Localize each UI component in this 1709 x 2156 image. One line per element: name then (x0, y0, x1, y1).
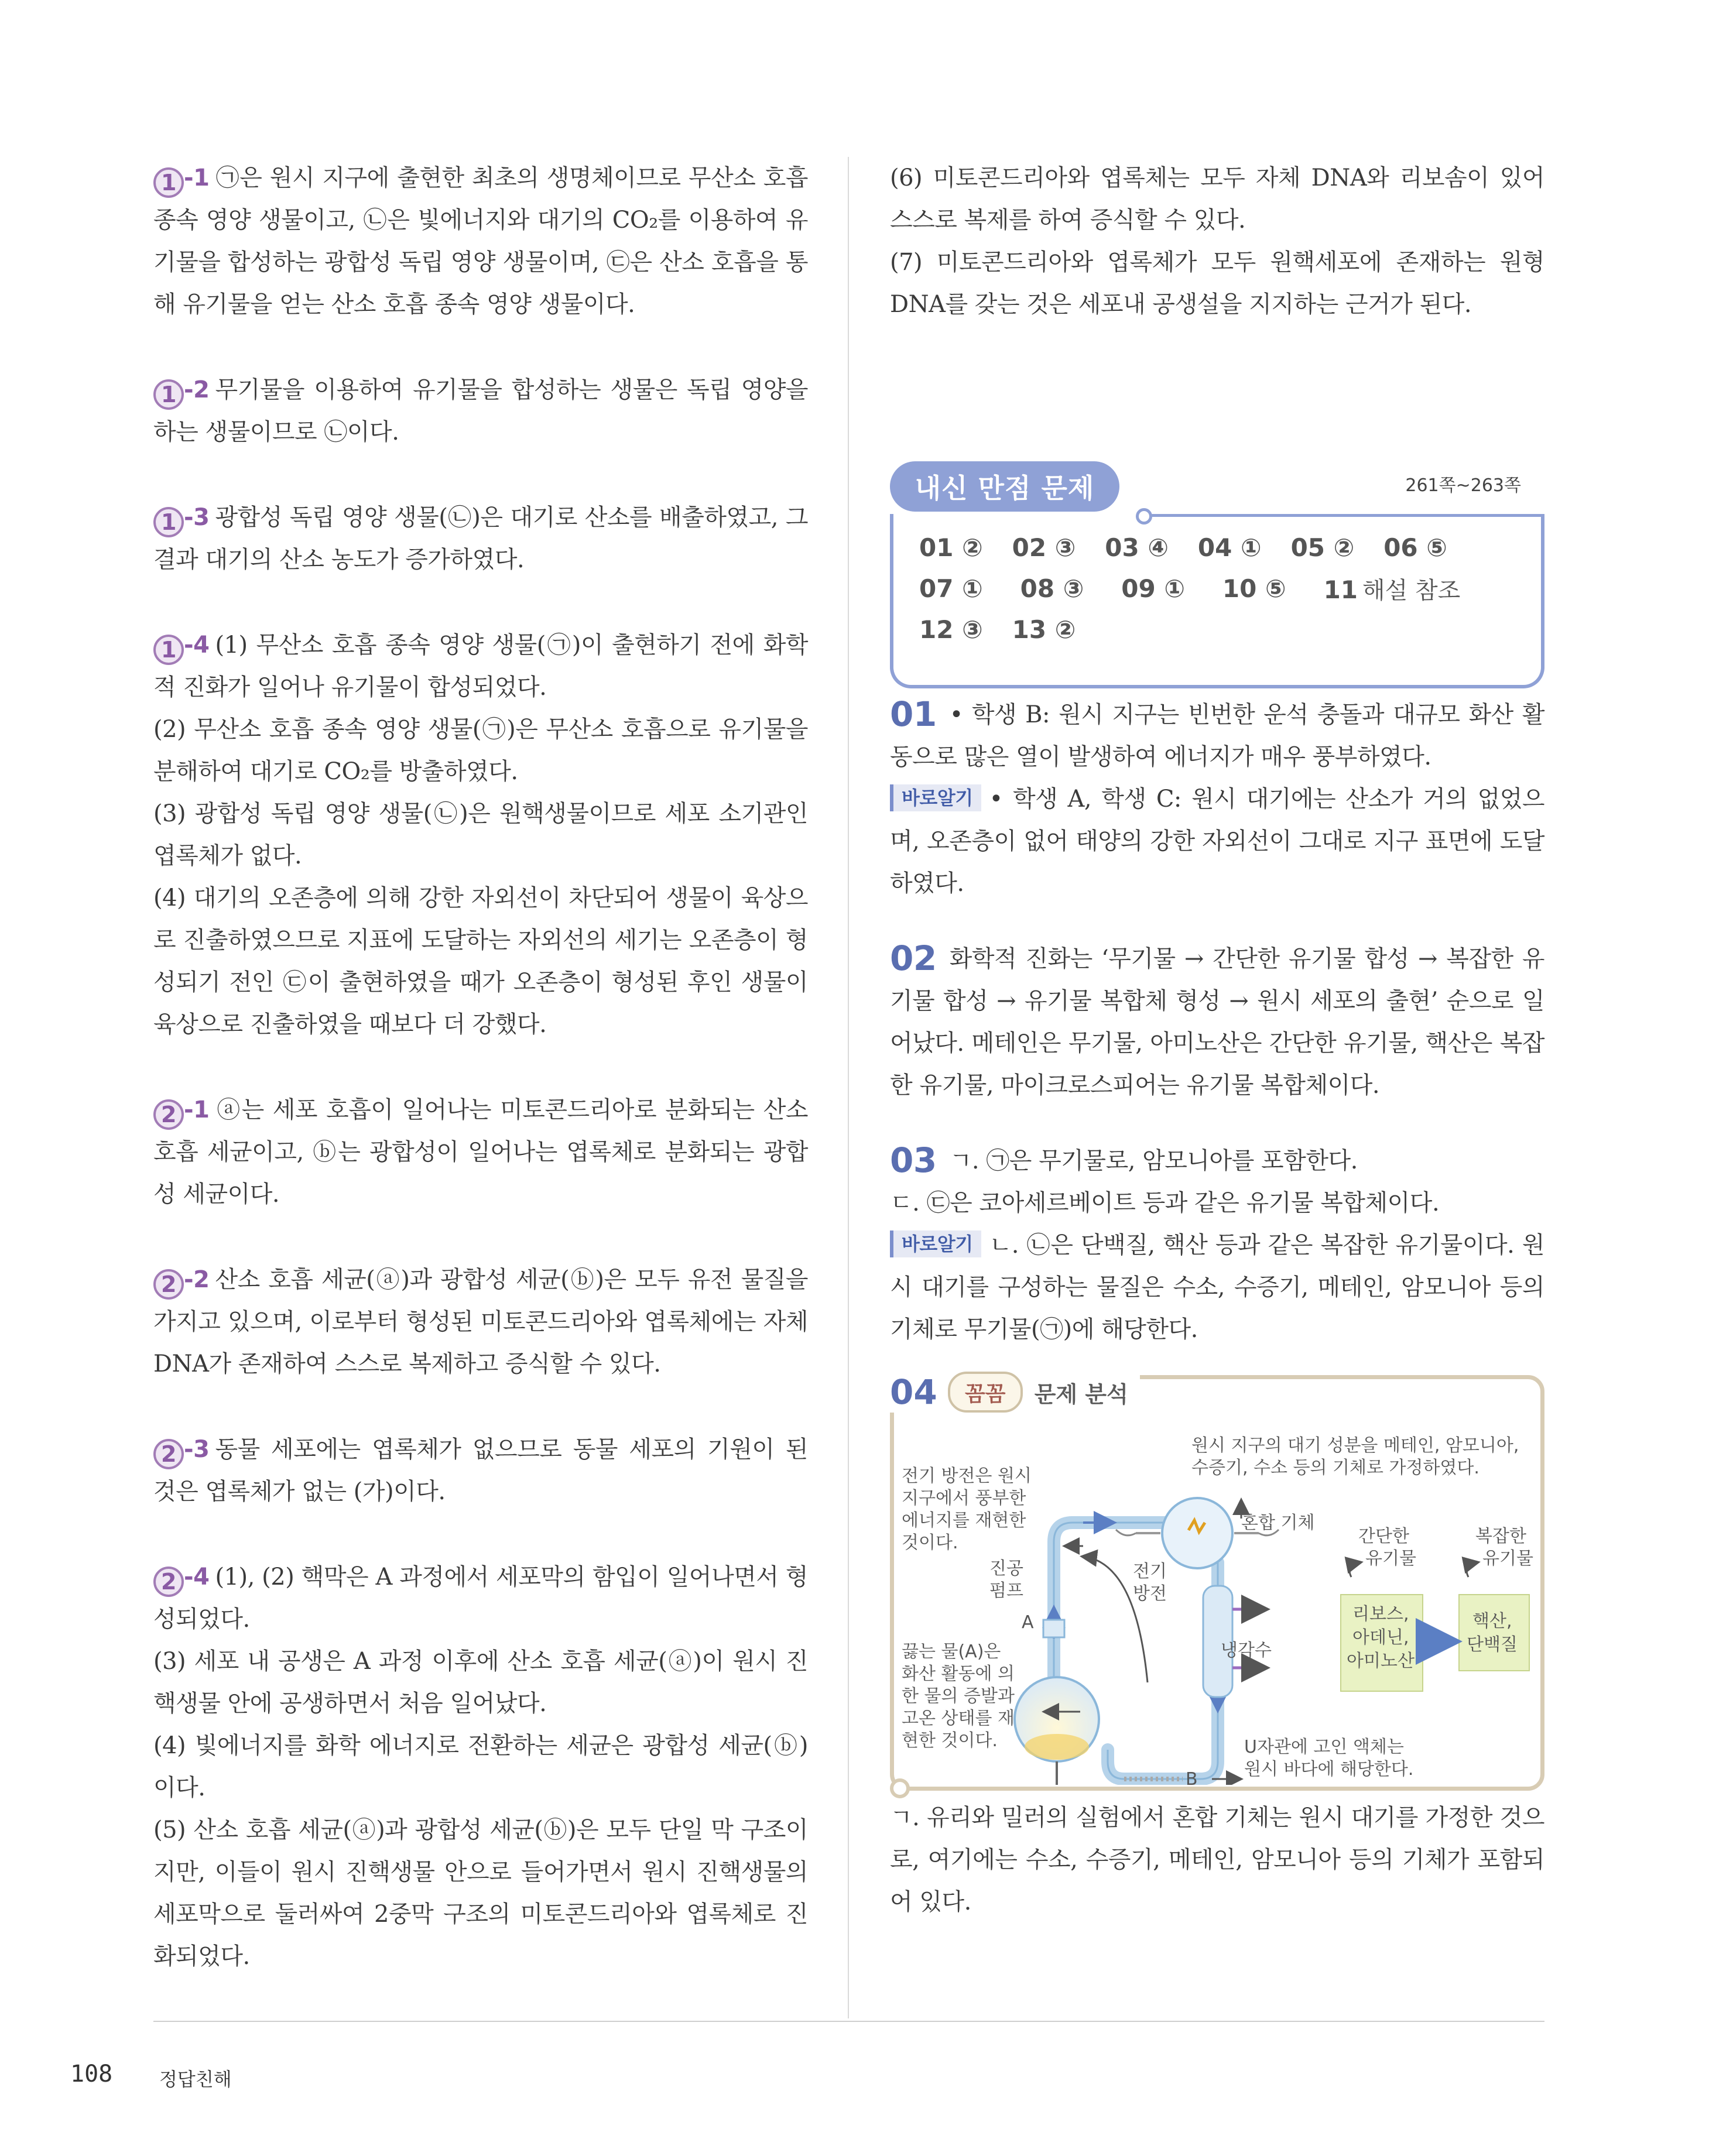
note-top-line: 수증기, 수소 등의 기체로 가정하였다. (1191, 1458, 1479, 1478)
complex-organic-title: 복잡한 (1475, 1526, 1526, 1547)
label-a: A (1022, 1612, 1034, 1633)
answer-cell: 06 ⑤ (1383, 533, 1447, 562)
answer-2-2 (153, 1259, 808, 1385)
footer-rule (153, 2021, 1544, 2022)
item-sub: -3 (184, 504, 210, 531)
answer-1-1 (153, 157, 808, 325)
spark-label: 방전 (1133, 1583, 1167, 1604)
answer-key-title: 내신 만점 문제 (890, 461, 1119, 512)
correction-text: ㄴ. ㉡은 단백질, 핵산 등과 같은 복잡한 유기물이다. 원시 대기를 구성하는 물질은 수소, 수증기, 메테인, 암모니아 등의 기체로 무기물(㉠)에 해당한다. (890, 1232, 1544, 1343)
simple-organic-title: 유기물 (1365, 1548, 1416, 1569)
item-line: (3) 세포 내 공생은 A 과정 이후에 산소 호흡 세균(ⓐ)이 원시 진핵생물 안에 공생하면서 처음 일어났다. (153, 1648, 808, 1717)
answer-row (919, 568, 1521, 609)
analysis-title: 문제 분석 (1034, 1381, 1128, 1407)
simple-organic-title: 간단한 (1358, 1526, 1409, 1547)
item-line: (4) 대기의 오존층에 의해 강한 자외선이 차단되어 생물이 육상으로 진출하였으므로 지표에 도달하는 자외선의 세기는 오존층이 형성되기 전인 ㉢이 출현하였을 때가 오존층이 형성된 후인 생물이 육상으로 진출하였을 때보다 더 강했다. (153, 885, 808, 1038)
question-02 (890, 937, 1544, 1106)
item-number: 2 (153, 1567, 184, 1597)
item-number: 1 (153, 635, 184, 665)
pump-label: 펌프 (989, 1581, 1023, 1601)
question-line: ㄷ. ㉢은 코아세르베이트 등과 같은 유기물 복합체이다. (890, 1190, 1440, 1216)
right-line: (7) 미토콘드리아와 엽록체가 모두 원핵세포에 존재하는 원형 DNA를 갖는 것은 세포내 공생설을 지지하는 근거가 된다. (890, 249, 1544, 318)
correction-tag: 바로알기 (890, 1230, 981, 1257)
note-bottom-left-line: 고온 상태를 재 (902, 1708, 1015, 1729)
answer-cell: 09 ① (1121, 574, 1185, 603)
page-number: 108 (70, 2061, 113, 2088)
answer-row (919, 527, 1521, 568)
question-01 (890, 693, 1544, 904)
answer-2-4 (153, 1556, 808, 1977)
answer-cell: 02 ③ (1012, 533, 1076, 562)
note-left-line: 지구에서 풍부한 (902, 1488, 1026, 1509)
item-sub: -1 (184, 164, 210, 191)
complex-organic-box (1459, 1595, 1529, 1671)
note-bottom-left-line: 끓는 물(A)은 (902, 1641, 1001, 1662)
answer-cell: 03 ④ (1105, 533, 1169, 562)
item-number: 1 (153, 167, 184, 198)
item-text: 광합성 독립 영양 생물(㉡)은 대기로 산소를 배출하였고, 그 결과 대기의 산소 농도가 증가하였다. (153, 504, 808, 573)
left-column (153, 157, 808, 2021)
answer-cell: 08 ③ (1020, 574, 1084, 603)
note-bottom-left-line: 화산 활동에 의 (902, 1664, 1015, 1684)
note-bottom-left-line: 한 물의 증발과 (902, 1686, 1015, 1706)
note-top-line: 원시 지구의 대기 성분을 메테인, 암모니아, (1191, 1435, 1519, 1456)
complex-organic-item: 단백질 (1467, 1634, 1518, 1655)
simple-organic-item: 리보스, (1352, 1604, 1409, 1624)
answer-key-rule (1148, 514, 1544, 517)
item-text: (1) 무산소 호흡 종속 영양 생물(㉠)이 출현하기 전에 화학적 진화가 일어나 유기물이 합성되었다. (153, 632, 808, 701)
answer-cell: 07 ① (919, 574, 983, 603)
note-bottom-right-line: U자관에 고인 액체는 (1244, 1737, 1404, 1757)
answer-key-grid (919, 527, 1521, 650)
item-number: 2 (153, 1099, 184, 1130)
note-bottom-right-line: 원시 바다에 해당한다. (1244, 1759, 1414, 1780)
item-number: 1 (153, 507, 184, 537)
item-line: (3) 광합성 독립 영양 생물(㉡)은 원핵생물이므로 세포 소기관인 엽록체가 없다. (153, 800, 808, 869)
item-line: (5) 산소 호흡 세균(ⓐ)과 광합성 세균(ⓑ)은 모두 단일 막 구조이지만, 이들이 원시 진핵생물 안으로 들어가면서 원시 진핵생물의 세포막으로 둘러싸여 2중막 구조의 미토콘드리아와 엽록체로 진화되었다. (153, 1816, 808, 1970)
item-text: 산소 호흡 세균(ⓐ)과 광합성 세균(ⓑ)은 모두 유전 물질을 가지고 있으며, 이로부터 형성된 미토콘드리아와 엽록체에는 자체 DNA가 존재하여 스스로 복제하고 증식할 수 있다. (153, 1266, 808, 1377)
item-number: 2 (153, 1269, 184, 1300)
item-sub: -4 (184, 1564, 210, 1591)
question-text: • 학생 B: 원시 지구는 빈번한 운석 충돌과 대규모 화산 활동으로 많은 열이 발생하여 에너지가 매우 풍부하였다. (890, 701, 1544, 770)
cooler-label: 냉각수 (1221, 1640, 1272, 1661)
item-sub: -3 (184, 1436, 210, 1463)
complex-organic-item: 핵산, (1472, 1611, 1512, 1631)
question-04-answer: ㄱ. 유리와 밀러의 실험에서 혼합 기체는 원시 대기를 가정한 것으로, 여기에는 수소, 수증기, 메테인, 암모니아 등의 기체가 포함되어 있다. (890, 1804, 1544, 1915)
answer-cell: 12 ③ (919, 615, 983, 644)
item-sub: -2 (184, 1266, 210, 1293)
complex-organic-title: 유기물 (1482, 1548, 1533, 1569)
analysis-box (890, 1372, 1544, 1797)
question-number: 03 (890, 1140, 937, 1180)
footer-label: 정답친해 (159, 2068, 232, 2090)
question-number: 02 (890, 938, 937, 978)
item-sub: -1 (184, 1096, 210, 1123)
note-bottom-left-line: 현한 것이다. (902, 1730, 998, 1751)
gas-sphere (1162, 1498, 1232, 1568)
column-divider (848, 157, 849, 2018)
item-text: 무기물을 이용하여 유기물을 합성하는 생물은 독립 영양을 하는 생물이므로 ㉡이다. (153, 376, 808, 445)
label-b: B (1186, 1769, 1198, 1785)
answer-1-2 (153, 369, 808, 453)
mixed-gas-label: 혼합 기체 (1241, 1513, 1315, 1533)
answer-key-box (890, 461, 1544, 644)
answer-key-range: 261쪽~263쪽 (1405, 475, 1521, 496)
item-line: (4) 빛에너지를 화학 에너지로 전환하는 세균은 광합성 세균(ⓑ)이다. (153, 1732, 808, 1801)
note-left-line: 전기 방전은 원시 (902, 1466, 1032, 1486)
simple-organic-item: 아데닌, (1352, 1627, 1409, 1648)
item-sub: -2 (184, 376, 210, 403)
analysis-badge: 꼼꼼 (948, 1372, 1023, 1413)
item-text: (1), (2) 핵막은 A 과정에서 세포막의 함입이 일어나면서 형성되었다. (153, 1564, 808, 1633)
answer-key-dot (1136, 508, 1152, 525)
answer-cell: 13 ② (1012, 615, 1076, 644)
question-03 (890, 1139, 1544, 1351)
answer-cell: 01 ② (919, 533, 983, 562)
item-text: 동물 세포에는 엽록체가 없으므로 동물 세포의 기원이 된 것은 엽록체가 없는 (가)이다. (153, 1436, 808, 1505)
item-text: ㉠은 원시 지구에 출현한 최초의 생명체이므로 무산소 호흡 종속 영양 생물이고, ㉡은 빛에너지와 대기의 CO₂를 이용하여 유기물을 합성하는 광합성 독립 영양 생물이며, ㉢은 산소 호흡을 통해 유기물을 얻는 산소 호흡 종속 영양 생물이다. (153, 164, 808, 318)
simple-organic-item: 아미노산 (1347, 1651, 1415, 1671)
item-line: (2) 무산소 호흡 종속 영양 생물(㉠)은 무산소 호흡으로 유기물을 분해하여 대기로 CO₂를 방출하였다. (153, 716, 808, 785)
correction-text: • 학생 A, 학생 C: 원시 대기에는 산소가 거의 없었으며, 오존층이 없어 태양의 강한 자외선이 그대로 지구 표면에 도달하였다. (890, 786, 1544, 897)
item-number: 2 (153, 1439, 184, 1469)
answer-cell: 04 ① (1197, 533, 1262, 562)
answer-cell: 11 해설 참조 (1323, 575, 1461, 604)
question-text: 화학적 진화는 ‘무기물 → 간단한 유기물 합성 → 복잡한 유기물 합성 → 유기물 복합체 형성 → 원시 세포의 출현’ 순으로 일어났다. 메테인은 무기물, 아미노산은 간단한 유기물, 핵산은 복잡한 유기물, 마이크로스피어는 유기물 복합체이다. (890, 945, 1544, 1099)
answer-1-4 (153, 624, 808, 1046)
miller-urey-apparatus-diagram (890, 1375, 1544, 1785)
answer-row (919, 609, 1521, 650)
answer-2-1 (153, 1089, 808, 1215)
right-column (890, 157, 1544, 1923)
answer-1-3 (153, 496, 808, 581)
item-number: 1 (153, 379, 184, 410)
question-text: ㄱ. ㉠은 무기물로, 암모니아를 포함한다. (949, 1147, 1358, 1174)
answer-cell: 05 ② (1290, 533, 1355, 562)
item-text: ⓐ는 세포 호흡이 일어나는 미토콘드리아로 분화되는 산소 호흡 세균이고, ⓑ는 광합성이 일어나는 엽록체로 분화되는 광합성 세균이다. (153, 1096, 808, 1208)
pump-label: 진공 (989, 1558, 1023, 1579)
item-sub: -4 (184, 632, 210, 659)
note-left-line: 것이다. (902, 1533, 958, 1553)
spark-label: 전기 (1133, 1561, 1167, 1582)
answer-2-3 (153, 1428, 808, 1513)
right-line: (6) 미토콘드리아와 엽록체는 모두 자체 DNA와 리보솜이 있어 스스로 복제를 하여 증식할 수 있다. (890, 164, 1544, 234)
answer-cell: 10 ⑤ (1222, 574, 1286, 603)
correction-tag: 바로알기 (890, 784, 981, 811)
note-left-line: 에너지를 재현한 (902, 1510, 1026, 1531)
question-number: 01 (890, 694, 937, 734)
question-number: 04 (890, 1372, 937, 1412)
